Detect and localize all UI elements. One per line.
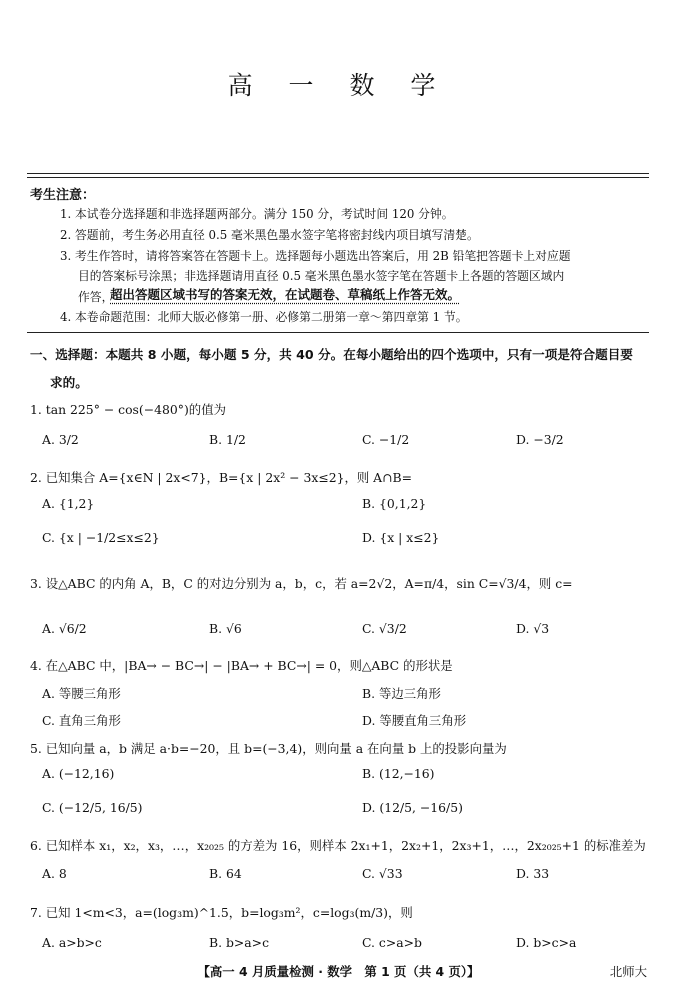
option: A. 等腰三角形 (42, 686, 121, 701)
notice-warning: 超出答题区域书写的答案无效，在试题卷、草稿纸上作答无效。 (110, 287, 461, 302)
option: C. √3/2 (362, 621, 407, 636)
option: D. b>c>a (516, 935, 577, 950)
divider (27, 177, 649, 178)
option: B. 1/2 (209, 432, 246, 447)
notice-item: 2. 答题前，考生务必用直径 0.5 毫米黑色墨水签字笔将密封线内项目填写清楚。 (60, 228, 479, 242)
footer-edition: 北师大 (609, 964, 647, 979)
section-heading: 一、选择题：本题共 8 小题，每小题 5 分，共 40 分。在每小题给出的四个选项中，只有一项是符合题目要 (30, 347, 633, 362)
option: C. √33 (362, 866, 403, 881)
option: A. √6/2 (42, 621, 87, 636)
divider (27, 332, 649, 333)
option: D. 等腰直角三角形 (362, 713, 467, 728)
question-stem: 2. 已知集合 A={x∈N | 2x<7}，B={x | 2x² − 3x≤2}，则 A∩B= (30, 470, 413, 485)
divider (27, 173, 649, 174)
option: D. {x | x≤2} (362, 530, 440, 545)
option: B. 64 (209, 866, 242, 881)
option: C. −1/2 (362, 432, 410, 447)
option: D. (12/5, −16/5) (362, 800, 463, 815)
question-stem: 4. 在△ABC 中，|BA→ − BC→| − |BA→ + BC→| = 0，则△ABC 的形状是 (30, 658, 453, 673)
option: C. {x | −1/2≤x≤2} (42, 530, 160, 545)
question-stem: 6. 已知样本 x₁，x₂，x₃，…，x₂₀₂₅ 的方差为 16，则样本 2x₁+1，2x₂+1，2x₃+1，…，2x₂₀₂₅+1 的标准差为 (30, 838, 646, 853)
option: A. {1,2} (42, 496, 95, 511)
notice-item: 1. 本试卷分选择题和非选择题两部分。满分 150 分，考试时间 120 分钟。 (60, 207, 454, 221)
section-heading-cont: 求的。 (50, 375, 88, 390)
question-stem: 3. 设△ABC 的内角 A，B，C 的对边分别为 a，b，c，若 a=2√2，A=π/4，sin C=√3/4，则 c= (30, 576, 573, 591)
option: A. (−12,16) (42, 766, 115, 781)
notice-item: 4. 本卷命题范围：北师大版必修第一册、必修第二册第一章～第四章第 1 节。 (60, 310, 468, 324)
page-title: 高 一 数 学 (227, 71, 450, 100)
option: D. √3 (516, 621, 550, 636)
option: D. 33 (516, 866, 550, 881)
option: B. b>a>c (209, 935, 270, 950)
notice-item: 3. 考生作答时，请将答案答在答题卡上。选择题每小题选出答案后，用 2B 铅笔把答题卡上对应题 (60, 249, 571, 263)
option: A. a>b>c (42, 935, 102, 950)
option: B. 等边三角形 (362, 686, 441, 701)
option: C. 直角三角形 (42, 713, 121, 728)
notice-item: 作答， (78, 290, 114, 304)
option: B. (12,−16) (362, 766, 435, 781)
question-stem: 1. tan 225° − cos(−480°)的值为 (30, 402, 226, 417)
question-stem: 5. 已知向量 a，b 满足 a·b=−20，且 b=(−3,4)，则向量 a 在向量 b 上的投影向量为 (30, 741, 507, 756)
notice-item: 目的答案标号涂黑；非选择题请用直径 0.5 毫米黑色墨水签字笔在答题卡上各题的答题区域内 (78, 269, 565, 283)
option: A. 3/2 (42, 432, 79, 447)
option: C. c>a>b (362, 935, 422, 950)
question-stem: 7. 已知 1<m<3，a=(log₃m)^1.5，b=log₃m²，c=log₃(m/3)，则 (30, 905, 413, 920)
notice-heading: 考生注意： (30, 188, 96, 203)
option: C. (−12/5, 16/5) (42, 800, 143, 815)
option: A. 8 (42, 866, 67, 881)
page-footer: 【高一 4 月质量检测 · 数学 第 1 页（共 4 页）】 (197, 964, 480, 979)
option: B. √6 (209, 621, 242, 636)
option: D. −3/2 (516, 432, 564, 447)
option: B. {0,1,2} (362, 496, 427, 511)
